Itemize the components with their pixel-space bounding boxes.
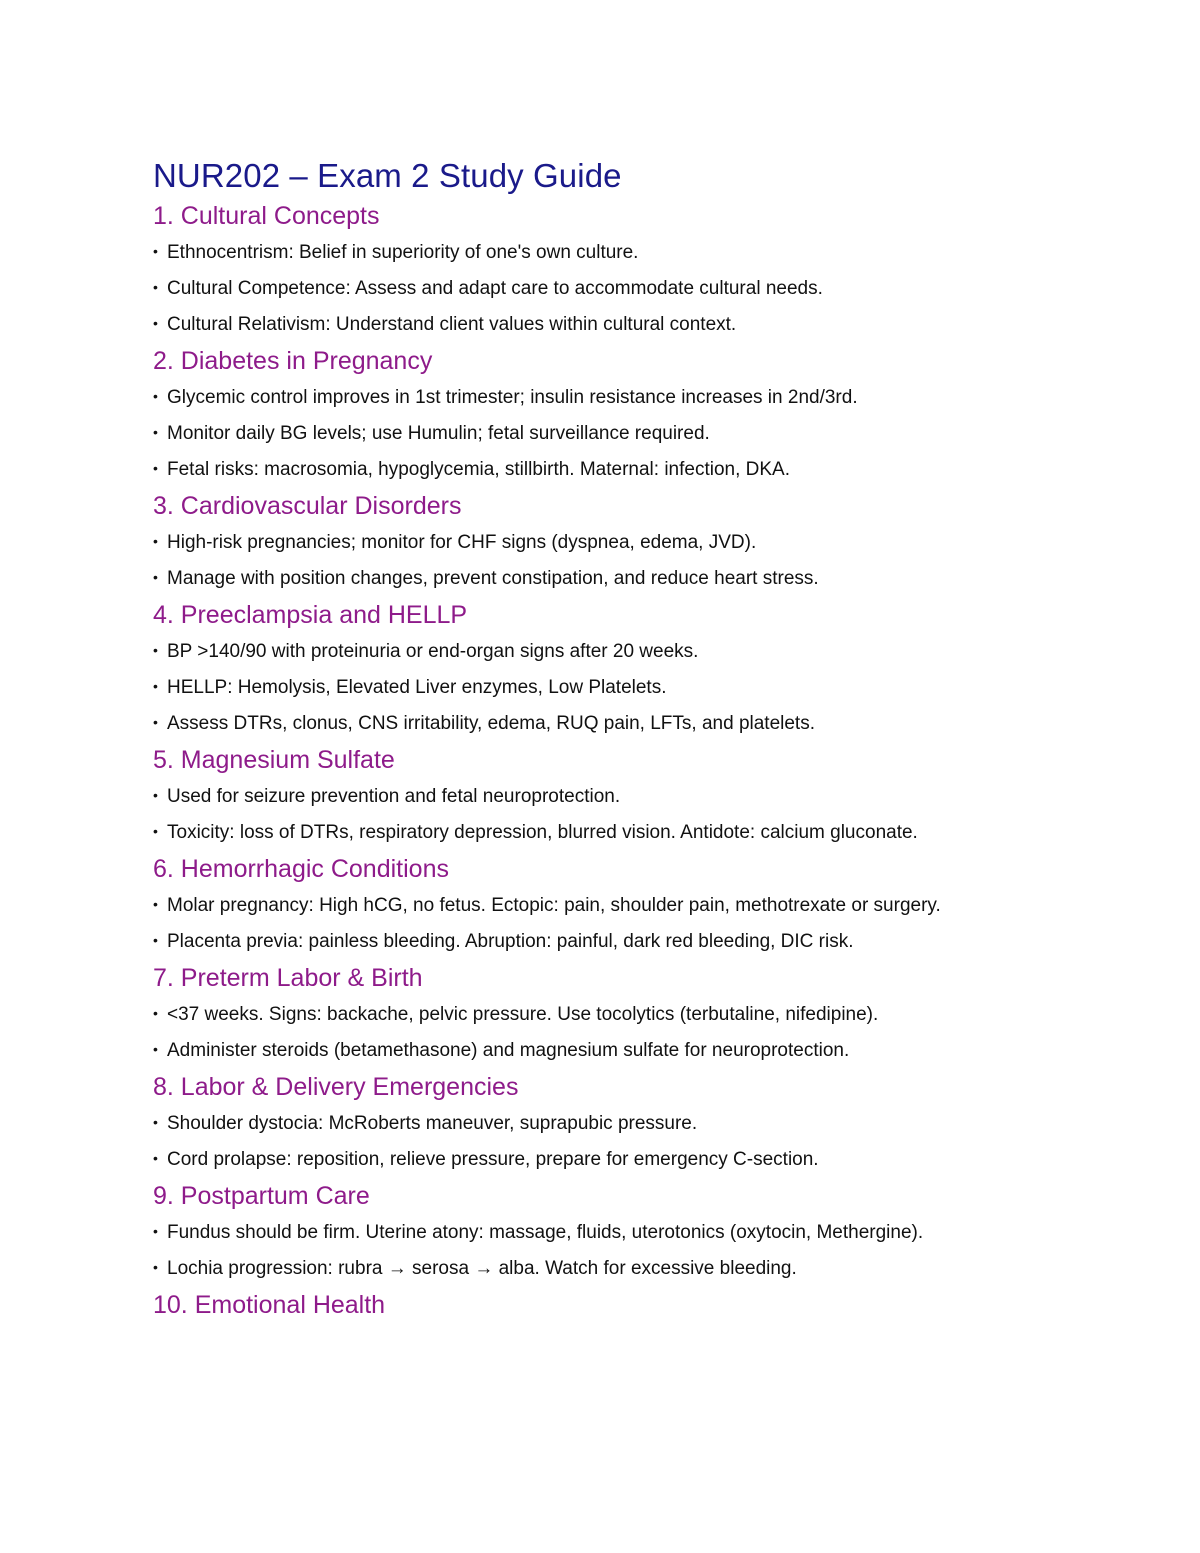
list-item-text: Manage with position changes, prevent constipation, and reduce heart stress. [167,568,819,589]
list-item-text: Cultural Competence: Assess and adapt care to accommodate cultural needs. [167,278,823,299]
section-heading: 9. Postpartum Care [153,1182,370,1210]
bullet-icon: • [153,1150,158,1166]
bullet-icon: • [153,1223,158,1239]
list-item [153,379,1133,415]
list-item [153,887,1133,923]
section [153,959,1133,1068]
section [153,741,1133,850]
list-item-text: Placenta previa: painless bleeding. Abruption: painful, dark red bleeding, DIC risk. [167,931,854,952]
document-title: NUR202 – Exam 2 Study Guide [153,157,622,194]
list-item-text: Fetal risks: macrosomia, hypoglycemia, stillbirth. Maternal: infection, DKA. [167,459,790,480]
list-item [153,415,1133,451]
bullet-icon: • [153,460,158,476]
section [153,1286,1133,1323]
list-item [153,923,1133,959]
section-heading: 5. Magnesium Sulfate [153,746,395,774]
list-item-text: Assess DTRs, clonus, CNS irritability, edema, RUQ pain, LFTs, and platelets. [167,713,815,734]
bullet-icon: • [153,1041,158,1057]
list-item-text: Cord prolapse: reposition, relieve pressure, prepare for emergency C-section. [167,1149,819,1170]
section [153,1068,1133,1177]
list-item [153,669,1133,705]
list-item [153,1250,1133,1286]
bullet-list [153,633,1133,741]
list-item [153,306,1133,342]
bullet-list [153,778,1133,850]
list-item-text: Fundus should be firm. Uterine atony: massage, fluids, uterotonics (oxytocin, Methergine). [167,1222,924,1243]
section-heading: 4. Preeclampsia and HELLP [153,601,468,629]
section-heading: 6. Hemorrhagic Conditions [153,855,449,883]
section-heading: 7. Preterm Labor & Birth [153,964,423,992]
section-heading: 3. Cardiovascular Disorders [153,492,462,520]
list-item-text: Used for seizure prevention and fetal neuroprotection. [167,786,621,807]
list-item-text: HELLP: Hemolysis, Elevated Liver enzymes, Low Platelets. [167,677,667,698]
bullet-list [153,524,1133,596]
bullet-icon: • [153,678,158,694]
section [153,596,1133,741]
list-item [153,234,1133,270]
section [153,197,1133,342]
section [153,1177,1133,1286]
list-item [153,633,1133,669]
document-page [153,155,1133,1323]
list-item [153,1141,1133,1177]
bullet-icon: • [153,424,158,440]
list-item-text: Monitor daily BG levels; use Humulin; fetal surveillance required. [167,423,710,444]
section-heading: 2. Diabetes in Pregnancy [153,347,433,375]
list-item-text: Lochia progression: rubra → serosa → alba. Watch for excessive bleeding. [167,1258,797,1279]
bullet-icon: • [153,388,158,404]
bullet-icon: • [153,714,158,730]
list-item [153,1214,1133,1250]
bullet-icon: • [153,243,158,259]
bullet-list [153,379,1133,487]
sections-container [153,197,1133,1323]
bullet-icon: • [153,642,158,658]
list-item-text: Ethnocentrism: Belief in superiority of one's own culture. [167,242,639,263]
section [153,487,1133,596]
section [153,342,1133,487]
bullet-list [153,234,1133,342]
bullet-icon: • [153,896,158,912]
bullet-icon: • [153,569,158,585]
list-item [153,524,1133,560]
bullet-icon: • [153,315,158,331]
bullet-icon: • [153,279,158,295]
list-item [153,814,1133,850]
section-heading: 1. Cultural Concepts [153,202,380,230]
list-item [153,705,1133,741]
list-item-text: BP >140/90 with proteinuria or end-organ signs after 20 weeks. [167,641,699,662]
list-item-text: Cultural Relativism: Understand client values within cultural context. [167,314,737,335]
bullet-list [153,1105,1133,1177]
list-item-text: High-risk pregnancies; monitor for CHF signs (dyspnea, edema, JVD). [167,532,757,553]
list-item [153,778,1133,814]
bullet-icon: • [153,1259,158,1275]
section-heading: 8. Labor & Delivery Emergencies [153,1073,519,1101]
list-item-text: Molar pregnancy: High hCG, no fetus. Ectopic: pain, shoulder pain, methotrexate or surgery. [167,895,941,916]
list-item-text: Glycemic control improves in 1st trimester; insulin resistance increases in 2nd/3rd. [167,387,858,408]
list-item [153,270,1133,306]
list-item-text: Shoulder dystocia: McRoberts maneuver, suprapubic pressure. [167,1113,698,1134]
bullet-list [153,996,1133,1068]
list-item [153,1032,1133,1068]
bullet-icon: • [153,787,158,803]
bullet-list [153,887,1133,959]
bullet-icon: • [153,1005,158,1021]
list-item [153,1105,1133,1141]
list-item [153,996,1133,1032]
bullet-icon: • [153,533,158,549]
list-item [153,560,1133,596]
section-heading: 10. Emotional Health [153,1291,386,1319]
bullet-icon: • [153,932,158,948]
bullet-list [153,1214,1133,1286]
bullet-icon: • [153,1114,158,1130]
list-item-text: <37 weeks. Signs: backache, pelvic pressure. Use tocolytics (terbutaline, nifedipine). [167,1004,879,1025]
section [153,850,1133,959]
list-item-text: Toxicity: loss of DTRs, respiratory depression, blurred vision. Antidote: calcium gluconate. [167,822,918,843]
list-item-text: Administer steroids (betamethasone) and magnesium sulfate for neuroprotection. [167,1040,850,1061]
bullet-icon: • [153,823,158,839]
list-item [153,451,1133,487]
